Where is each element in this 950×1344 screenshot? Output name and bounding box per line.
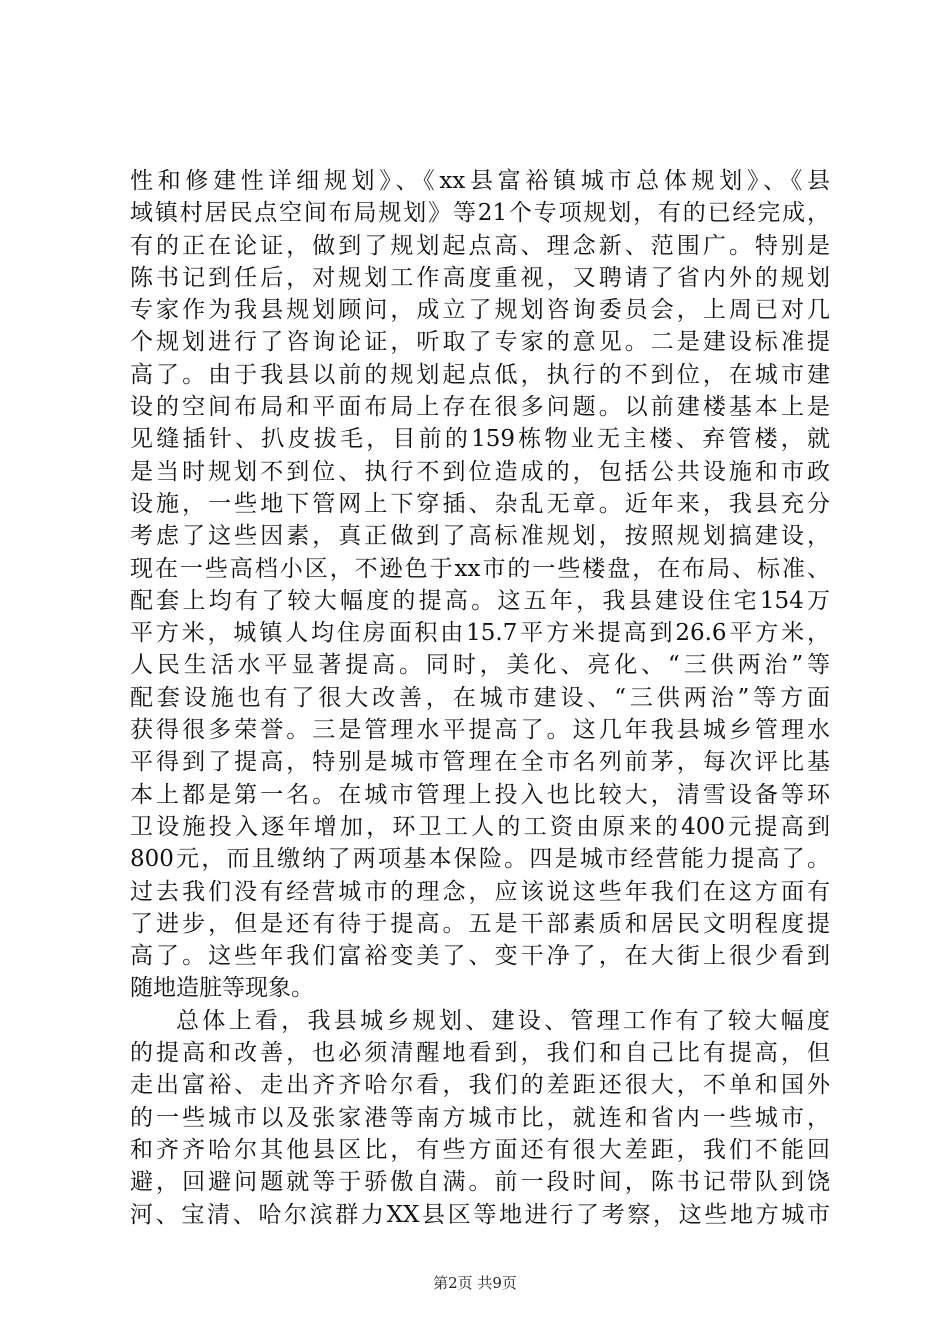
text-line: 获得很多荣誉。三是管理水平提高了。这几年我县城乡管理水 bbox=[130, 717, 830, 744]
page-number-label: 第2页 共9页 bbox=[433, 1274, 517, 1292]
text-line: 和齐齐哈尔其他县区比，有些方面还有很大差距，我们不能回 bbox=[130, 1136, 830, 1163]
text-line: 800元，而且缴纳了两项基本保险。四是城市经营能力提高了。 bbox=[130, 846, 830, 873]
text-line: 见缝插针、扒皮拔毛，目前的159栋物业无主楼、弃管楼，就 bbox=[130, 426, 830, 453]
text-line: 有的正在论证，做到了规划起点高、理念新、范围广。特别是 bbox=[130, 232, 830, 259]
text-line: 域镇村居民点空间布局规划》等21个专项规划，有的已经完成， bbox=[130, 200, 830, 227]
text-line: 河、宝清、哈尔滨群力XX县区等地进行了考察，这些地方城市 bbox=[130, 1201, 830, 1228]
text-line: 考虑了这些因素，真正做到了高标准规划，按照规划搞建设， bbox=[130, 523, 830, 550]
text-line: 是当时规划不到位、执行不到位造成的，包括公共设施和市政 bbox=[130, 458, 830, 485]
text-line: 配套上均有了较大幅度的提高。这五年，我县建设住宅154万 bbox=[130, 587, 830, 614]
text-line: 高了。由于我县以前的规划起点低，执行的不到位，在城市建 bbox=[130, 361, 830, 388]
text-line: 的提高和改善，也必须清醒地看到，我们和自己比有提高，但 bbox=[130, 1040, 830, 1067]
text-line: 设的空间布局和平面布局上存在很多问题。以前建楼基本上是 bbox=[130, 394, 830, 421]
text-line: 性和修建性详细规划》、《xx县富裕镇城市总体规划》、《县 bbox=[130, 168, 830, 194]
text-line: 避，回避问题就等于骄傲自满。前一段时间，陈书记带队到饶 bbox=[130, 1169, 830, 1196]
page-footer bbox=[0, 1272, 950, 1293]
text-line: 专家作为我县规划顾问，成立了规划咨询委员会，上周已对几 bbox=[130, 297, 830, 324]
text-line: 平得到了提高，特别是城市管理在全市名列前茅，每次评比基 bbox=[130, 749, 830, 776]
text-line: 随地造脏等现象。 bbox=[130, 975, 314, 1002]
text-line: 人民生活水平显著提高。同时，美化、亮化、“三供两治”等 bbox=[130, 652, 830, 679]
document-body bbox=[130, 165, 830, 1231]
text-line: 总体上看，我县城乡规划、建设、管理工作有了较大幅度 bbox=[176, 1007, 830, 1034]
text-line: 配套设施也有了很大改善，在城市建设、“三供两治”等方面 bbox=[130, 684, 830, 711]
text-line: 陈书记到任后，对规划工作高度重视，又聘请了省内外的规划 bbox=[130, 264, 830, 291]
text-line: 过去我们没有经营城市的理念，应该说这些年我们在这方面有 bbox=[130, 878, 830, 905]
text-line: 的一些城市以及张家港等南方城市比，就连和省内一些城市， bbox=[130, 1104, 830, 1131]
text-line: 平方米，城镇人均住房面积由15.7平方米提高到26.6平方米， bbox=[130, 620, 830, 647]
text-line: 了进步，但是还有待于提高。五是干部素质和居民文明程度提 bbox=[130, 910, 830, 937]
text-line: 走出富裕、走出齐齐哈尔看，我们的差距还很大，不单和国外 bbox=[130, 1072, 830, 1099]
paragraph-1 bbox=[130, 165, 830, 1005]
paragraph-2 bbox=[130, 1005, 830, 1231]
text-line: 高了。这些年我们富裕变美了、变干净了，在大街上很少看到 bbox=[130, 943, 830, 970]
text-line: 卫设施投入逐年增加，环卫工人的工资由原来的400元提高到 bbox=[130, 813, 830, 840]
text-line: 个规划进行了咨询论证，听取了专家的意见。二是建设标准提 bbox=[130, 329, 830, 356]
text-line: 本上都是第一名。在城市管理上投入也比较大，清雪设备等环 bbox=[130, 781, 830, 808]
text-line: 设施，一些地下管网上下穿插、杂乱无章。近年来，我县充分 bbox=[130, 490, 830, 517]
text-line: 现在一些高档小区，不逊色于xx市的一些楼盘，在布局、标准、 bbox=[130, 555, 830, 582]
